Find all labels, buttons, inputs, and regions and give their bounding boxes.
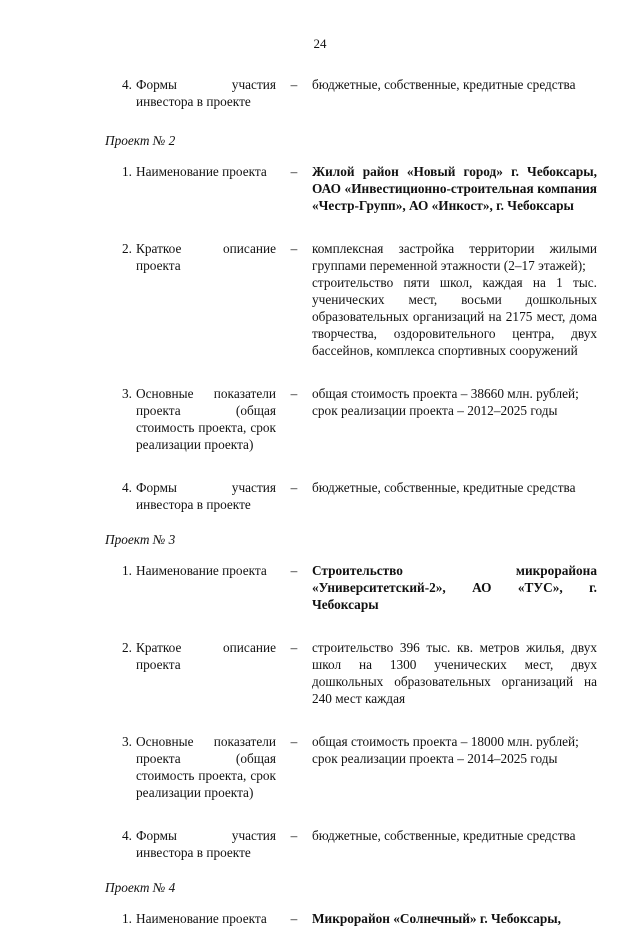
row-value-line: бюджетные, собственные, кредитные средства xyxy=(312,480,576,495)
row-label: Формы участия инвестора в проекте xyxy=(136,828,276,860)
row-number: 4. xyxy=(122,77,132,92)
row-value-line: срок реализации проекта – 2014–2025 годы xyxy=(312,751,558,766)
table-row xyxy=(105,910,597,927)
row-label: Формы участия инвестора в проекте xyxy=(136,77,276,109)
row-value-line: строительство 396 тыс. кв. метров жилья, двух школ на 1300 ученических мест, двух дошкольных образовательных организаций на 240 мест каждая xyxy=(312,640,597,706)
row-number: 4. xyxy=(122,828,132,843)
row-label: Формы участия инвестора в проекте xyxy=(136,480,276,512)
row-number: 2. xyxy=(122,640,132,655)
row-number: 1. xyxy=(122,164,132,179)
row-label: Наименование проекта xyxy=(136,164,267,179)
row-number: 4. xyxy=(122,480,132,495)
row-value-line: Строительство микрорайона «Университетский-2», АО «ТУС», г. Чебоксары xyxy=(312,563,597,612)
table-row xyxy=(105,562,597,613)
row-dash: – xyxy=(290,563,298,578)
row-number: 1. xyxy=(122,911,132,926)
project-heading: Проект № 3 xyxy=(105,532,176,547)
row-value-line: общая стоимость проекта – 38660 млн. рублей; xyxy=(312,386,579,401)
row-value xyxy=(312,562,597,613)
project-heading: Проект № 2 xyxy=(105,133,176,148)
row-dash: – xyxy=(290,77,298,92)
table-row xyxy=(105,639,597,707)
row-dash: – xyxy=(290,640,298,655)
table-row xyxy=(105,76,597,110)
table-row xyxy=(105,827,597,861)
row-label: Краткое описание проекта xyxy=(136,241,276,273)
row-number: 3. xyxy=(122,734,132,749)
row-value xyxy=(312,240,597,359)
row-dash: – xyxy=(290,480,298,495)
project-heading: Проект № 4 xyxy=(105,880,176,895)
row-value xyxy=(312,479,597,496)
row-value-line: срок реализации проекта – 2012–2025 годы xyxy=(312,403,558,418)
row-value-line: Жилой район «Новый город» г. Чебоксары, ОАО «Инвестиционно-строительная компания «Честр-Групп», АО «Инкост», г. Чебоксары xyxy=(312,164,597,213)
row-dash: – xyxy=(290,386,298,401)
row-value xyxy=(312,733,597,767)
row-value xyxy=(312,76,597,93)
row-number: 2. xyxy=(122,241,132,256)
row-value-line: строительство пяти школ, каждая на 1 тыс. ученических мест, восьми дошкольных образовательных организаций на 2175 мест, дома творчества, оздоровительного центра, двух бассейнов, комплекса спортивных сооружений xyxy=(312,275,597,358)
row-dash: – xyxy=(290,241,298,256)
row-value-line: общая стоимость проекта – 18000 млн. рублей; xyxy=(312,734,579,749)
page-number: 24 xyxy=(313,36,327,51)
row-dash: – xyxy=(290,734,298,749)
row-value-line: Микрорайон «Солнечный» г. Чебоксары, xyxy=(312,911,561,926)
row-dash: – xyxy=(290,164,298,179)
table-row xyxy=(105,240,597,359)
row-value xyxy=(312,385,597,419)
document-body xyxy=(105,76,597,927)
row-label: Основные показатели проекта (общая стоимость проекта, срок реализации проекта) xyxy=(136,386,276,452)
row-value xyxy=(312,910,597,927)
row-label: Основные показатели проекта (общая стоимость проекта, срок реализации проекта) xyxy=(136,734,276,800)
row-dash: – xyxy=(290,911,298,926)
row-number: 3. xyxy=(122,386,132,401)
row-value-line: комплексная застройка территории жилыми группами переменной этажности (2–17 этажей); xyxy=(312,241,597,273)
table-row xyxy=(105,479,597,513)
row-number: 1. xyxy=(122,563,132,578)
table-row xyxy=(105,385,597,453)
row-value-line: бюджетные, собственные, кредитные средства xyxy=(312,828,576,843)
table-row xyxy=(105,733,597,801)
row-value-line: бюджетные, собственные, кредитные средства xyxy=(312,77,576,92)
row-label: Наименование проекта xyxy=(136,563,267,578)
table-row xyxy=(105,163,597,214)
row-value xyxy=(312,827,597,844)
row-label: Краткое описание проекта xyxy=(136,640,276,672)
row-value xyxy=(312,639,597,707)
row-label: Наименование проекта xyxy=(136,911,267,926)
row-value xyxy=(312,163,597,214)
row-dash: – xyxy=(290,828,298,843)
